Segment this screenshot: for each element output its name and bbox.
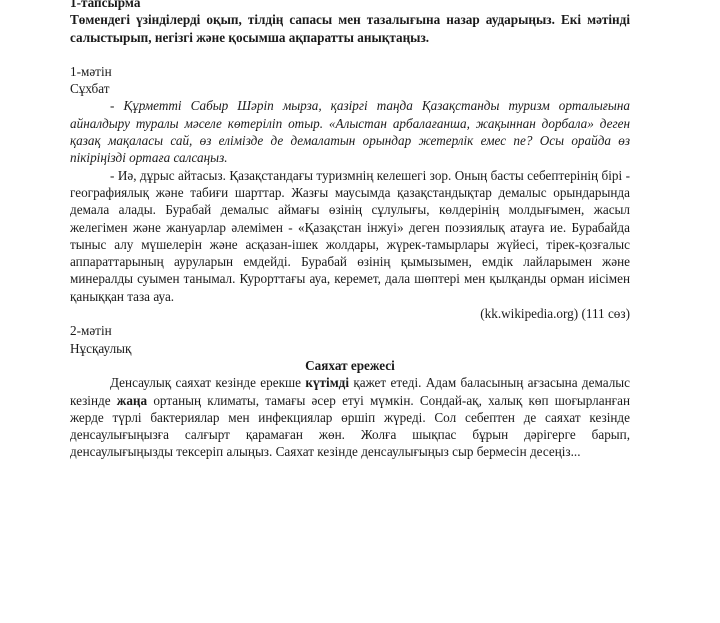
text2-genre: Нұсқаулық xyxy=(70,340,132,356)
para-part-3: ортаның климаты, тамағы әсер етуі мүмкін. Сондай-ақ, халық көп шоғырланған жерде түрлі бактериялар мен инфекциялар өршіп жүреді. Сол себептен де саяхат кезінде денсаулығыңызға салғырт қарамаған жөн. Жолға шықпас бұрын дәрігерге барып, денсаулығыңызды тексеріп алыңыз. Саяхат кезінде денсаулығыңыз сыр бермесін десеңіз... xyxy=(70,392,630,460)
bold-word-zhana: жаңа xyxy=(116,392,148,408)
text1-label: 1-мәтін xyxy=(70,63,112,79)
para-part-1: Денсаулық саяхат кезінде ерекше xyxy=(110,375,306,391)
document-page xyxy=(70,0,630,461)
text1-genre: Сұхбат xyxy=(70,81,110,97)
para-part-2: қажет етеді. Адам баласының ағзасына демалыс кезінде xyxy=(70,375,631,408)
text2-label: 2-мәтін xyxy=(70,323,112,339)
instruction-paragraph xyxy=(70,374,630,460)
interview-answer: - Иә, дұрыс айтасыз. Қазақстандағы туризмнің келешегі зор. Оның басты себептерінің бірі - географиялық және табиғи шарттар. Жазғы маусымда қазақстандықтар демалыс орындарында демала алады. Бурабай демалыс аймағы өзінің сұлулығы, көлдерінің молдығымен, жасыл желегімен және жануарлар әлемімен - «Қазақстан інжуі» деген поэзиялық атауға ие. Бурабайда тыныс алу мүшелерін және асқазан-ішек жолдары, жүрек-тамырлары жүйесі, тірек-қозғалыс аппараттарының ауруларын емдейді. Бурабай өзінің қымызымен, емдік лайларымен және минералды суымен танымал. Курорттағы ауа, керемет, дала шөптері мен қылқанды орман иісімен қаныққан таза ауа. xyxy=(70,167,630,304)
interview-question: - Құрметті Сабыр Шәріп мырза, қазіргі таңда Қазақстанды туризм орталығына айналдыру туралы мәселе көтеріліп отыр. «Алыстан арбалағанша, жақыннан дорбала» деген қазақ мақаласы сай, өз еліміздe де демалатын орындар жетерлік емес пе? Осы орайда өз пікіріңізді ортаға салсаңыз. xyxy=(70,98,630,166)
instruction-title: Саяхат ережесі xyxy=(305,357,395,373)
task-instruction: Төмендегі үзінділерді оқып, тілдің сапасы мен тазалығына назар аударыңыз. Екі мәтінді салыстырып, негізгі және қосымша ақпаратты анықтаңыз. xyxy=(70,12,630,45)
bold-word-kutimdi: күтімді xyxy=(305,375,350,391)
task-title: 1-тапсырма xyxy=(70,0,141,10)
source-citation: (kk.wikipedia.org) (111 сөз) xyxy=(480,306,630,322)
